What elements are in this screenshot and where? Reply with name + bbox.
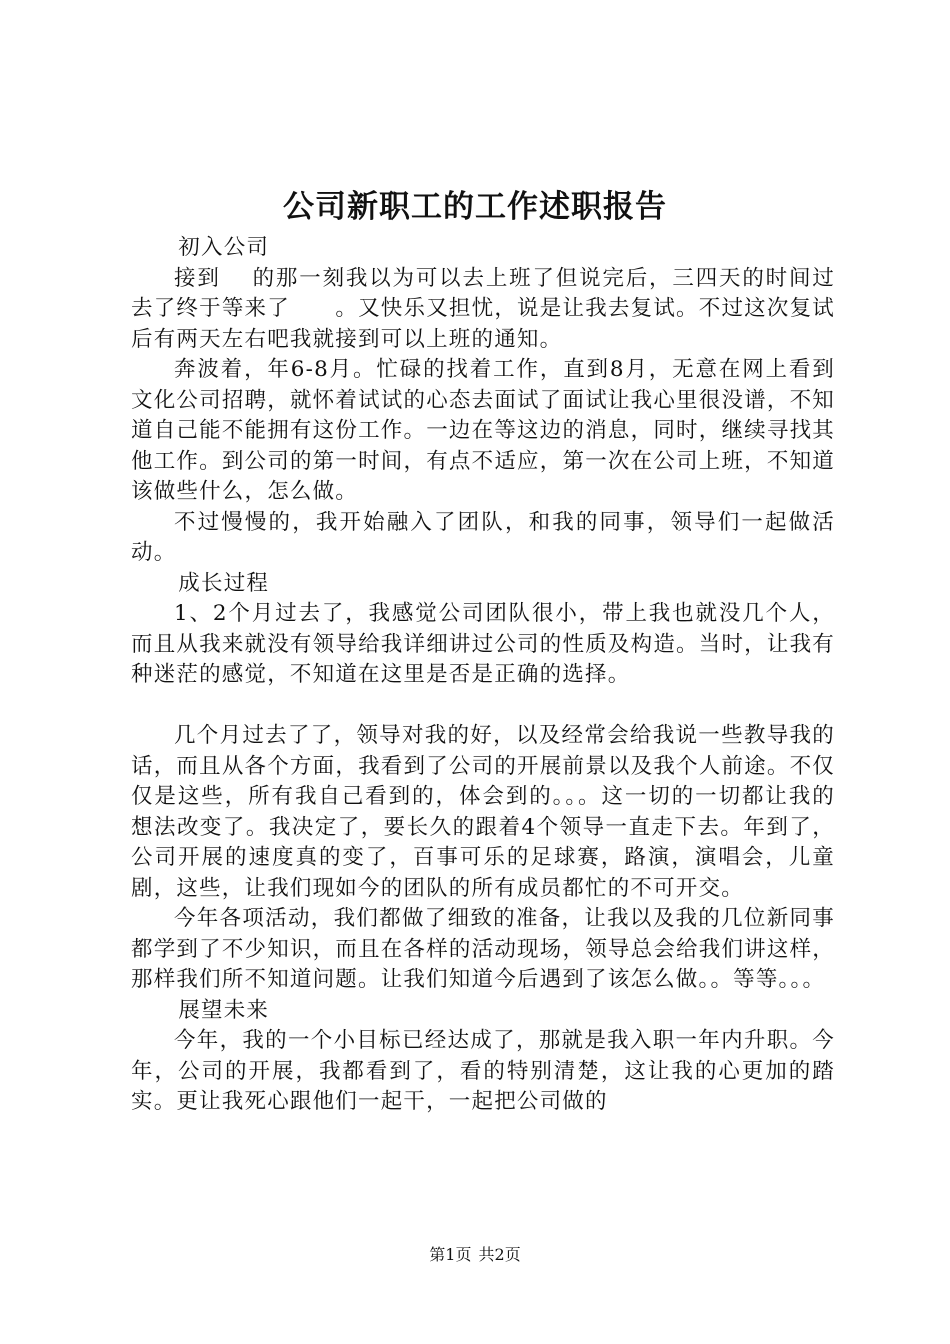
section-heading-intro: 初入公司 [178, 235, 270, 260]
paragraph: 今年各项活动，我们都做了细致的准备，让我以及我的几位新同事都学到了不少知识，而且在各样的活动现场，领导总会给我们讲这样，那样我们所不知道问题。让我们知道今后遇到了该怎么做。。等等。。。 [131, 906, 835, 992]
paragraph: 奔波着，年6-8月。忙碌的找着工作，直到8月，无意在网上看到文化公司招聘，就怀着试试的心态去面试了面试让我心里很没谱，不知道自己能不能拥有这份工作。一边在等这边的消息，同时，继续寻找其他工作。到公司的第一时间，有点不适应，第一次在公司上班，不知道该做些什么，怎么做。 [131, 357, 835, 504]
section-heading-growth: 成长过程 [178, 570, 270, 596]
document-body [131, 233, 835, 1118]
paragraph: 接到 的那一刻我以为可以去上班了但说完后，三四天的时间过去了终于等来了 。又快乐又担忧，说是让我去复试。不过这次复试后有两天左右吧我就接到可以上班的通知。 [131, 265, 835, 352]
paragraph: 几个月过去了了，领导对我的好，以及经常会给我说一些教导我的话，而且从各个方面，我看到了公司的开展前景以及我个人前途。不仅仅是这些，所有我自己看到的，体会到的。。。这一切的一切都让我的想法改变了。我决定了，要长久的跟着4个领导一直走下去。年到了，公司开展的速度真的变了，百事可乐的足球赛，路演，演唱会，儿童剧，这些，让我们现如今的团队的所有成员都忙的不可开交。 [131, 723, 835, 901]
paragraph: 不过慢慢的，我开始融入了团队，和我的同事，领导们一起做活动。 [131, 509, 835, 565]
section-heading-future: 展望未来 [178, 997, 270, 1023]
paragraph: 1、2个月过去了，我感觉公司团队很小，带上我也就没几个人，而且从我来就没有领导给我详细讲过公司的性质及构造。当时，让我有种迷茫的感觉，不知道在这里是否是正确的选择。 [131, 601, 835, 687]
page-footer: 第1页 共2页 [429, 1245, 521, 1264]
paragraph: 今年，我的一个小目标已经达成了，那就是我入职一年内升职。今年，公司的开展，我都看到了，看的特别清楚，这让我的心更加的踏实。更让我死心跟他们一起干，一起把公司做的 [131, 1028, 835, 1114]
page-title: 公司新职工的工作述职报告 [283, 189, 667, 225]
paragraph-gap [131, 691, 835, 722]
